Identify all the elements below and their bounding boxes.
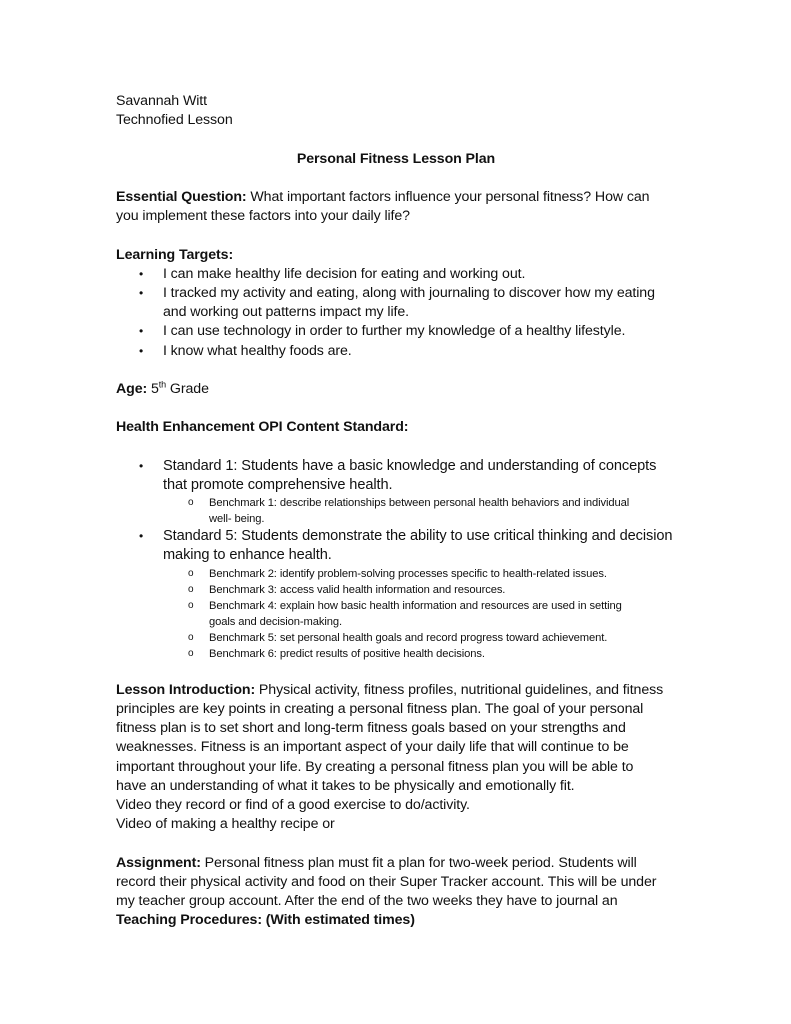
benchmark-item bbox=[163, 630, 676, 646]
circle-bullet-icon: o bbox=[188, 599, 194, 611]
bullet-icon: • bbox=[139, 324, 144, 339]
standards-label: Health Enhancement OPI Content Standard: bbox=[116, 419, 409, 436]
paragraph-line: Personal fitness plan must fit a plan for two-week period. Students will bbox=[200, 854, 637, 871]
benchmark-item bbox=[163, 646, 676, 662]
paragraph-line: weaknesses. Fitness is an important aspect of your daily life that will continue to be bbox=[116, 739, 629, 756]
standard-item bbox=[116, 457, 676, 527]
list-item bbox=[116, 342, 676, 361]
essential-question-text-2: you implement these factors into your daily life? bbox=[116, 208, 410, 225]
list-item bbox=[116, 265, 676, 284]
paragraph-line: record their physical activity and food on their Super Tracker account. This will be under bbox=[116, 873, 657, 890]
benchmark-text: Benchmark 6: predict results of positive health decisions. bbox=[209, 647, 485, 660]
assignment-label: Assignment: bbox=[116, 854, 201, 871]
essential-question-label: Essential Question: bbox=[116, 188, 247, 205]
list-item-text: I know what healthy foods are. bbox=[163, 342, 352, 359]
paragraph-line: my teacher group account. After the end of the two weeks they have to journal an bbox=[116, 892, 618, 909]
benchmark-item bbox=[163, 598, 676, 630]
learning-targets-label: Learning Targets: bbox=[116, 246, 234, 263]
benchmark-text: well- being. bbox=[209, 513, 265, 526]
bullet-icon: • bbox=[139, 343, 144, 358]
standard-text: Standard 1: Students have a basic knowledge and understanding of concepts bbox=[163, 457, 657, 474]
standards-list bbox=[116, 457, 676, 662]
circle-bullet-icon: o bbox=[188, 583, 194, 595]
benchmark-text: Benchmark 1: describe relationships between personal health behaviors and individual bbox=[209, 497, 630, 510]
standard-text: Standard 5: Students demonstrate the ability to use critical thinking and decision bbox=[163, 528, 673, 545]
benchmark-text: Benchmark 4: explain how basic health information and resources are used in setting bbox=[209, 599, 622, 612]
list-item bbox=[116, 322, 676, 341]
benchmark-list bbox=[163, 495, 676, 527]
lesson-introduction-section bbox=[116, 681, 676, 835]
age-value: Grade bbox=[166, 380, 209, 397]
paragraph-line: Video of making a healthy recipe or bbox=[116, 816, 335, 833]
document-page bbox=[116, 92, 676, 930]
list-item-text: I can make healthy life decision for eating and working out. bbox=[163, 265, 526, 282]
list-item-text: I tracked my activity and eating, along with journaling to discover how my eating bbox=[163, 284, 655, 301]
standards-section bbox=[116, 418, 676, 661]
benchmark-item bbox=[163, 566, 676, 582]
bullet-icon: • bbox=[139, 458, 144, 473]
bullet-icon: • bbox=[139, 285, 144, 300]
document-title: Personal Fitness Lesson Plan bbox=[296, 150, 496, 167]
circle-bullet-icon: o bbox=[188, 497, 194, 509]
age-label: Age: bbox=[116, 380, 148, 397]
essential-question-section bbox=[116, 188, 676, 226]
list-item-text: I can use technology in order to further my knowledge of a healthy lifestyle. bbox=[163, 323, 626, 340]
document-subtitle: Technofied Lesson bbox=[116, 112, 233, 129]
benchmark-text: goals and decision-making. bbox=[209, 615, 342, 628]
circle-bullet-icon: o bbox=[188, 631, 194, 643]
standard-item bbox=[116, 527, 676, 661]
paragraph-line: have an understanding of what it takes to be physically and emotionally fit. bbox=[116, 777, 575, 794]
circle-bullet-icon: o bbox=[188, 647, 194, 659]
list-item bbox=[116, 284, 676, 322]
benchmark-text: Benchmark 5: set personal health goals and record progress toward achievement. bbox=[209, 631, 608, 644]
standard-text: making to enhance health. bbox=[163, 547, 332, 564]
benchmark-text: Benchmark 3: access valid health information and resources. bbox=[209, 583, 506, 596]
paragraph-line: Video they record or find of a good exercise to do/activity. bbox=[116, 796, 470, 813]
benchmark-item bbox=[163, 495, 676, 527]
learning-targets-list bbox=[116, 265, 676, 361]
age-suffix: th bbox=[158, 379, 167, 390]
lesson-introduction-label: Lesson Introduction: bbox=[116, 681, 256, 698]
list-item-text: and working out patterns impact my life. bbox=[163, 304, 409, 321]
bullet-icon: • bbox=[139, 266, 144, 281]
benchmark-text: Benchmark 2: identify problem-solving processes specific to health-related issues. bbox=[209, 567, 607, 580]
age-section bbox=[116, 380, 676, 399]
bullet-icon: • bbox=[139, 529, 144, 544]
paragraph-line: fitness plan is to set short and long-term fitness goals based on your strengths and bbox=[116, 720, 626, 737]
paragraph-line: principles are key points in creating a personal fitness plan. The goal of your personal bbox=[116, 700, 644, 717]
essential-question-text-1: What important factors influence your personal fitness? How can bbox=[246, 188, 650, 205]
paragraph-line: Physical activity, fitness profiles, nutritional guidelines, and fitness bbox=[255, 681, 664, 698]
benchmark-list bbox=[163, 566, 676, 662]
author-name: Savannah Witt bbox=[116, 93, 207, 109]
benchmark-item bbox=[163, 582, 676, 598]
paragraph-line: important throughout your life. By creating a personal fitness plan you will be able to bbox=[116, 758, 634, 775]
age-number: 5 bbox=[147, 380, 159, 397]
assignment-section bbox=[116, 854, 676, 912]
circle-bullet-icon: o bbox=[188, 567, 194, 579]
learning-targets-section bbox=[116, 246, 676, 361]
teaching-procedures-label: Teaching Procedures: (With estimated times) bbox=[116, 912, 415, 929]
standard-text: that promote comprehensive health. bbox=[163, 476, 393, 493]
